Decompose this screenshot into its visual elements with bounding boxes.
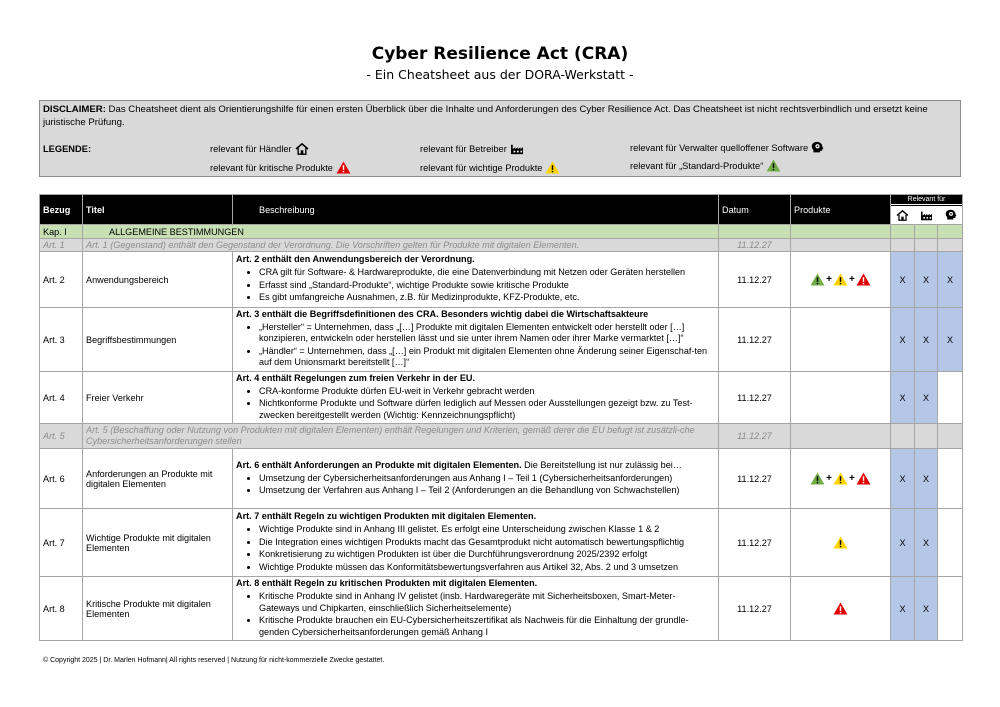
legend-haendler-text: relevant für Händler xyxy=(210,144,292,154)
row-datum: 11.12.27 xyxy=(719,372,791,424)
relevant-label: Relevant für xyxy=(891,195,962,205)
page-title: Cyber Resilience Act (CRA) xyxy=(371,44,629,64)
row-beschreibung xyxy=(233,308,719,372)
relevant-haendler: X xyxy=(891,509,915,577)
warning-yellow-icon xyxy=(545,161,560,174)
row-titel: Kritische Produkte mit digitalen Elementen xyxy=(83,577,233,641)
table-row xyxy=(40,308,963,372)
row-beschreibung xyxy=(233,509,719,577)
col-titel: Titel xyxy=(83,195,233,225)
relevant-haendler: X xyxy=(891,449,915,509)
list-item: • Nichtkonforme Produkte und Software dürfen lediglich auf Messen oder Ausstellungen gezeigt bzw. zu Test-zwecken bereitgestellt werden (Wichtig: Kennzeichnungspflicht) xyxy=(259,398,715,421)
list-item: • Umsetzung der Cybersicherheitsanforderungen aus Anhang I – Teil 1 (Cybersicherheitsanforderungen) xyxy=(259,473,715,485)
legend-betreiber-text: relevant für Betreiber xyxy=(420,144,507,154)
row-datum: 11.12.27 xyxy=(719,239,791,252)
relevant-betreiber: X xyxy=(915,509,938,577)
table-row xyxy=(40,424,963,449)
table-row xyxy=(40,449,963,509)
list-item: • Kritische Produkte brauchen ein EU-Cybersicherheitszertifikat als Nachweis für die Einhaltung der grundle-genden Cybersicherheitsanforderungen gemäß Anhang I xyxy=(259,615,715,638)
legend-wichtig xyxy=(420,161,560,174)
legend-kritisch-text: relevant für kritische Produkte xyxy=(210,162,333,173)
warning-green-icon xyxy=(766,159,781,172)
chapter-row xyxy=(40,225,963,239)
legend-verwalter xyxy=(630,141,824,154)
desc-head: Art. 6 enthält Anforderungen an Produkte mit digitalen Elementen. xyxy=(236,459,522,470)
row-titel: Anforderungen an Produkte mit digitalen Elementen xyxy=(83,449,233,509)
relevant-betreiber: X xyxy=(915,308,938,372)
row-beschreibung xyxy=(233,252,719,308)
relevant-betreiber: X xyxy=(915,372,938,424)
row-datum: 11.12.27 xyxy=(719,577,791,641)
row-bezug: Art. 4 xyxy=(40,372,83,424)
table-row xyxy=(40,509,963,577)
list-item: • Konkretisierung zu wichtigen Produkten ist über die Durchführungsverordnung 2025/2392 erfolgt xyxy=(259,549,715,561)
row-bezug: Art. 6 xyxy=(40,449,83,509)
list-item: • Wichtige Produkte müssen das Konformitätsbewertungsverfahren aus Artikel 32, Abs. 2 und 3 umsetzen xyxy=(259,562,715,574)
warning-red-icon xyxy=(856,273,871,286)
row-datum: 11.12.27 xyxy=(719,308,791,372)
head-gear-icon xyxy=(811,141,824,154)
list-item: • „Händler“ = Unternehmen, dass „[…] ein Produkt mit digitalen Elementen ohne Änderung seiner Eigenschaf-ten auf dem Unionsmarkt bereitstellt […]“ xyxy=(259,346,715,369)
row-beschreibung xyxy=(233,449,719,509)
relevant-haendler: X xyxy=(891,372,915,424)
relevant-betreiber: X xyxy=(915,577,938,641)
relevant-haendler: X xyxy=(891,308,915,372)
desc-head: Art. 7 enthält Regeln zu wichtigen Produkten mit digitalen Elementen. xyxy=(236,511,537,522)
col-bezug: Bezug xyxy=(40,195,83,225)
row-bezug: Art. 3 xyxy=(40,308,83,372)
disclaimer-legend-box xyxy=(39,100,961,177)
list-item: • CRA gilt für Software- & Hardwareprodukte, die eine Datenverbindung mit Netzen oder Geräten herstellen xyxy=(259,267,715,279)
row-titel: Wichtige Produkte mit digitalen Elementen xyxy=(83,509,233,577)
page-subtitle: - Ein Cheatsheet aus der DORA-Werkstatt - xyxy=(366,67,634,82)
relevant-betreiber: X xyxy=(915,252,938,308)
row-titel: Anwendungsbereich xyxy=(83,252,233,308)
warning-yellow-icon xyxy=(833,273,848,286)
row-datum: 11.12.27 xyxy=(719,252,791,308)
table-row xyxy=(40,372,963,424)
chapter-title: ALLGEMEINE BESTIMMUNGEN xyxy=(83,225,719,239)
row-beschreibung xyxy=(233,372,719,424)
disclaimer-text: Das Cheatsheet dient als Orientierungshilfe für einen ersten Überblick über die Inhalte und Anforderungen des Cyber Resilience Act. Das Cheatsheet ist nicht rechtsverbindlich und ersetzt keine juristische Prüfung. xyxy=(43,104,928,128)
legend-kritisch xyxy=(210,161,351,174)
legend-label: LEGENDE: xyxy=(43,144,92,154)
col-produkte: Produkte xyxy=(791,195,891,225)
warning-green-icon xyxy=(810,273,825,286)
list-item: • Es gibt umfangreiche Ausnahmen, z.B. für Medizinprodukte, KFZ-Produkte, etc. xyxy=(259,292,715,304)
list-item: • Umsetzung der Verfahren aus Anhang I – Teil 2 (Anforderungen an die Behandlung von Schwachstellen) xyxy=(259,485,715,497)
factory-icon xyxy=(510,143,524,155)
row-produkte xyxy=(791,577,891,641)
desc-head-rest: Die Bereitstellung ist nur zulässig bei… xyxy=(521,459,682,470)
desc-head: Art. 4 enthält Regelungen zum freien Verkehr in der EU. xyxy=(236,373,476,383)
table-row xyxy=(40,577,963,641)
row-bezug: Art. 8 xyxy=(40,577,83,641)
relevant-verwalter: X xyxy=(938,308,963,372)
row-titel: Freier Verkehr xyxy=(83,372,233,424)
col-relevant xyxy=(891,195,963,225)
row-bezug: Art. 5 xyxy=(40,424,83,449)
row-text: Art. 1 (Gegenstand) enthält den Gegenstand der Verordnung. Die Vorschriften gelten für Produkte mit digitalen Elementen. xyxy=(83,239,719,252)
factory-icon xyxy=(920,210,933,221)
row-bezug: Art. 7 xyxy=(40,509,83,577)
relevant-haendler: X xyxy=(891,577,915,641)
legend-verwalter-text: relevant für Verwalter quelloffener Software xyxy=(630,142,809,153)
desc-head: Art. 3 enthält die Begriffsdefinitionen des CRA. Besonders wichtig dabei die Wirtschaftsakteure xyxy=(236,309,649,320)
table-header-row xyxy=(40,195,963,225)
table-row xyxy=(40,252,963,308)
row-datum: 11.12.27 xyxy=(719,509,791,577)
cra-table xyxy=(39,194,963,641)
warning-red-icon xyxy=(336,161,351,174)
disclaimer xyxy=(43,103,958,129)
house-icon xyxy=(295,143,309,155)
list-item: • Kritische Produkte sind in Anhang IV gelistet (insb. Hardwaregeräte mit Sicherheitsboxen, Smart-Meter-Gateways und Chipkarten, einschließlich Sicherheitselemente) xyxy=(259,591,715,614)
col-beschreibung: Beschreibung xyxy=(233,195,719,225)
chapter-bezug: Kap. I xyxy=(40,225,83,239)
desc-head: Art. 2 enthält den Anwendungsbereich der Verordnung. xyxy=(236,254,475,265)
legend-haendler xyxy=(210,143,309,155)
row-produkte: + + xyxy=(791,252,891,308)
warning-red-icon xyxy=(833,602,848,615)
row-bezug: Art. 2 xyxy=(40,252,83,308)
house-icon xyxy=(896,210,909,221)
row-produkte: + + xyxy=(791,449,891,509)
head-gear-icon xyxy=(945,209,957,221)
disclaimer-label: DISCLAIMER: xyxy=(43,104,106,115)
warning-yellow-icon xyxy=(833,472,848,485)
table-row xyxy=(40,239,963,252)
col-datum: Datum xyxy=(719,195,791,225)
relevant-verwalter: X xyxy=(938,252,963,308)
relevant-betreiber: X xyxy=(915,449,938,509)
warning-red-icon xyxy=(856,472,871,485)
row-beschreibung xyxy=(233,577,719,641)
row-datum: 11.12.27 xyxy=(719,449,791,509)
row-bezug: Art. 1 xyxy=(40,239,83,252)
legend-betreiber xyxy=(420,143,524,155)
legend-wichtig-text: relevant für wichtige Produkte xyxy=(420,162,543,173)
list-item: • Wichtige Produkte sind in Anhang III gelistet. Es erfolgt eine Unterscheidung zwischen Klasse 1 & 2 xyxy=(259,524,715,536)
relevant-haendler: X xyxy=(891,252,915,308)
footer-copyright: © Copyright 2025 | Dr. Marlen Hofmann| All rights reserved | Nutzung für nicht-kommerzielle Zwecke gestattet. xyxy=(43,657,385,664)
list-item: • Die Integration eines wichtigen Produkts macht das Gesamtprodukt nicht automatisch bewertungspflichtig xyxy=(259,537,715,549)
list-item: • „Hersteller“ = Unternehmen, dass „[…] Produkte mit digitalen Elementen entwickelt oder herstellt oder […] konzipieren, entwickeln oder herstellen lässt und sie unter ihrem Namen oder ihrer Marke vermarktet […]“ xyxy=(259,322,715,345)
legend-standard xyxy=(630,159,781,172)
row-text: Art. 5 (Beschaffung oder Nutzung von Produkten mit digitalen Elementen) enthält Regelungen und Kriterien, gemäß derer die EU befugt ist zusätzli-che Cybersicherheitsanforderungen stellen xyxy=(83,424,719,449)
row-produkte xyxy=(791,509,891,577)
row-titel: Begriffsbestimmungen xyxy=(83,308,233,372)
list-item: • CRA-konforme Produkte dürfen EU-weit in Verkehr gebracht werden xyxy=(259,386,715,398)
warning-green-icon xyxy=(810,472,825,485)
legend-standard-text: relevant für „Standard-Produkte“ xyxy=(630,160,764,171)
desc-head: Art. 8 enthält Regeln zu kritischen Produkten mit digitalen Elementen. xyxy=(236,578,538,589)
row-datum: 11.12.27 xyxy=(719,424,791,449)
warning-yellow-icon xyxy=(833,536,848,549)
list-item: • Erfasst sind „Standard-Produkte“, wichtige Produkte sowie kritische Produkte xyxy=(259,280,715,292)
